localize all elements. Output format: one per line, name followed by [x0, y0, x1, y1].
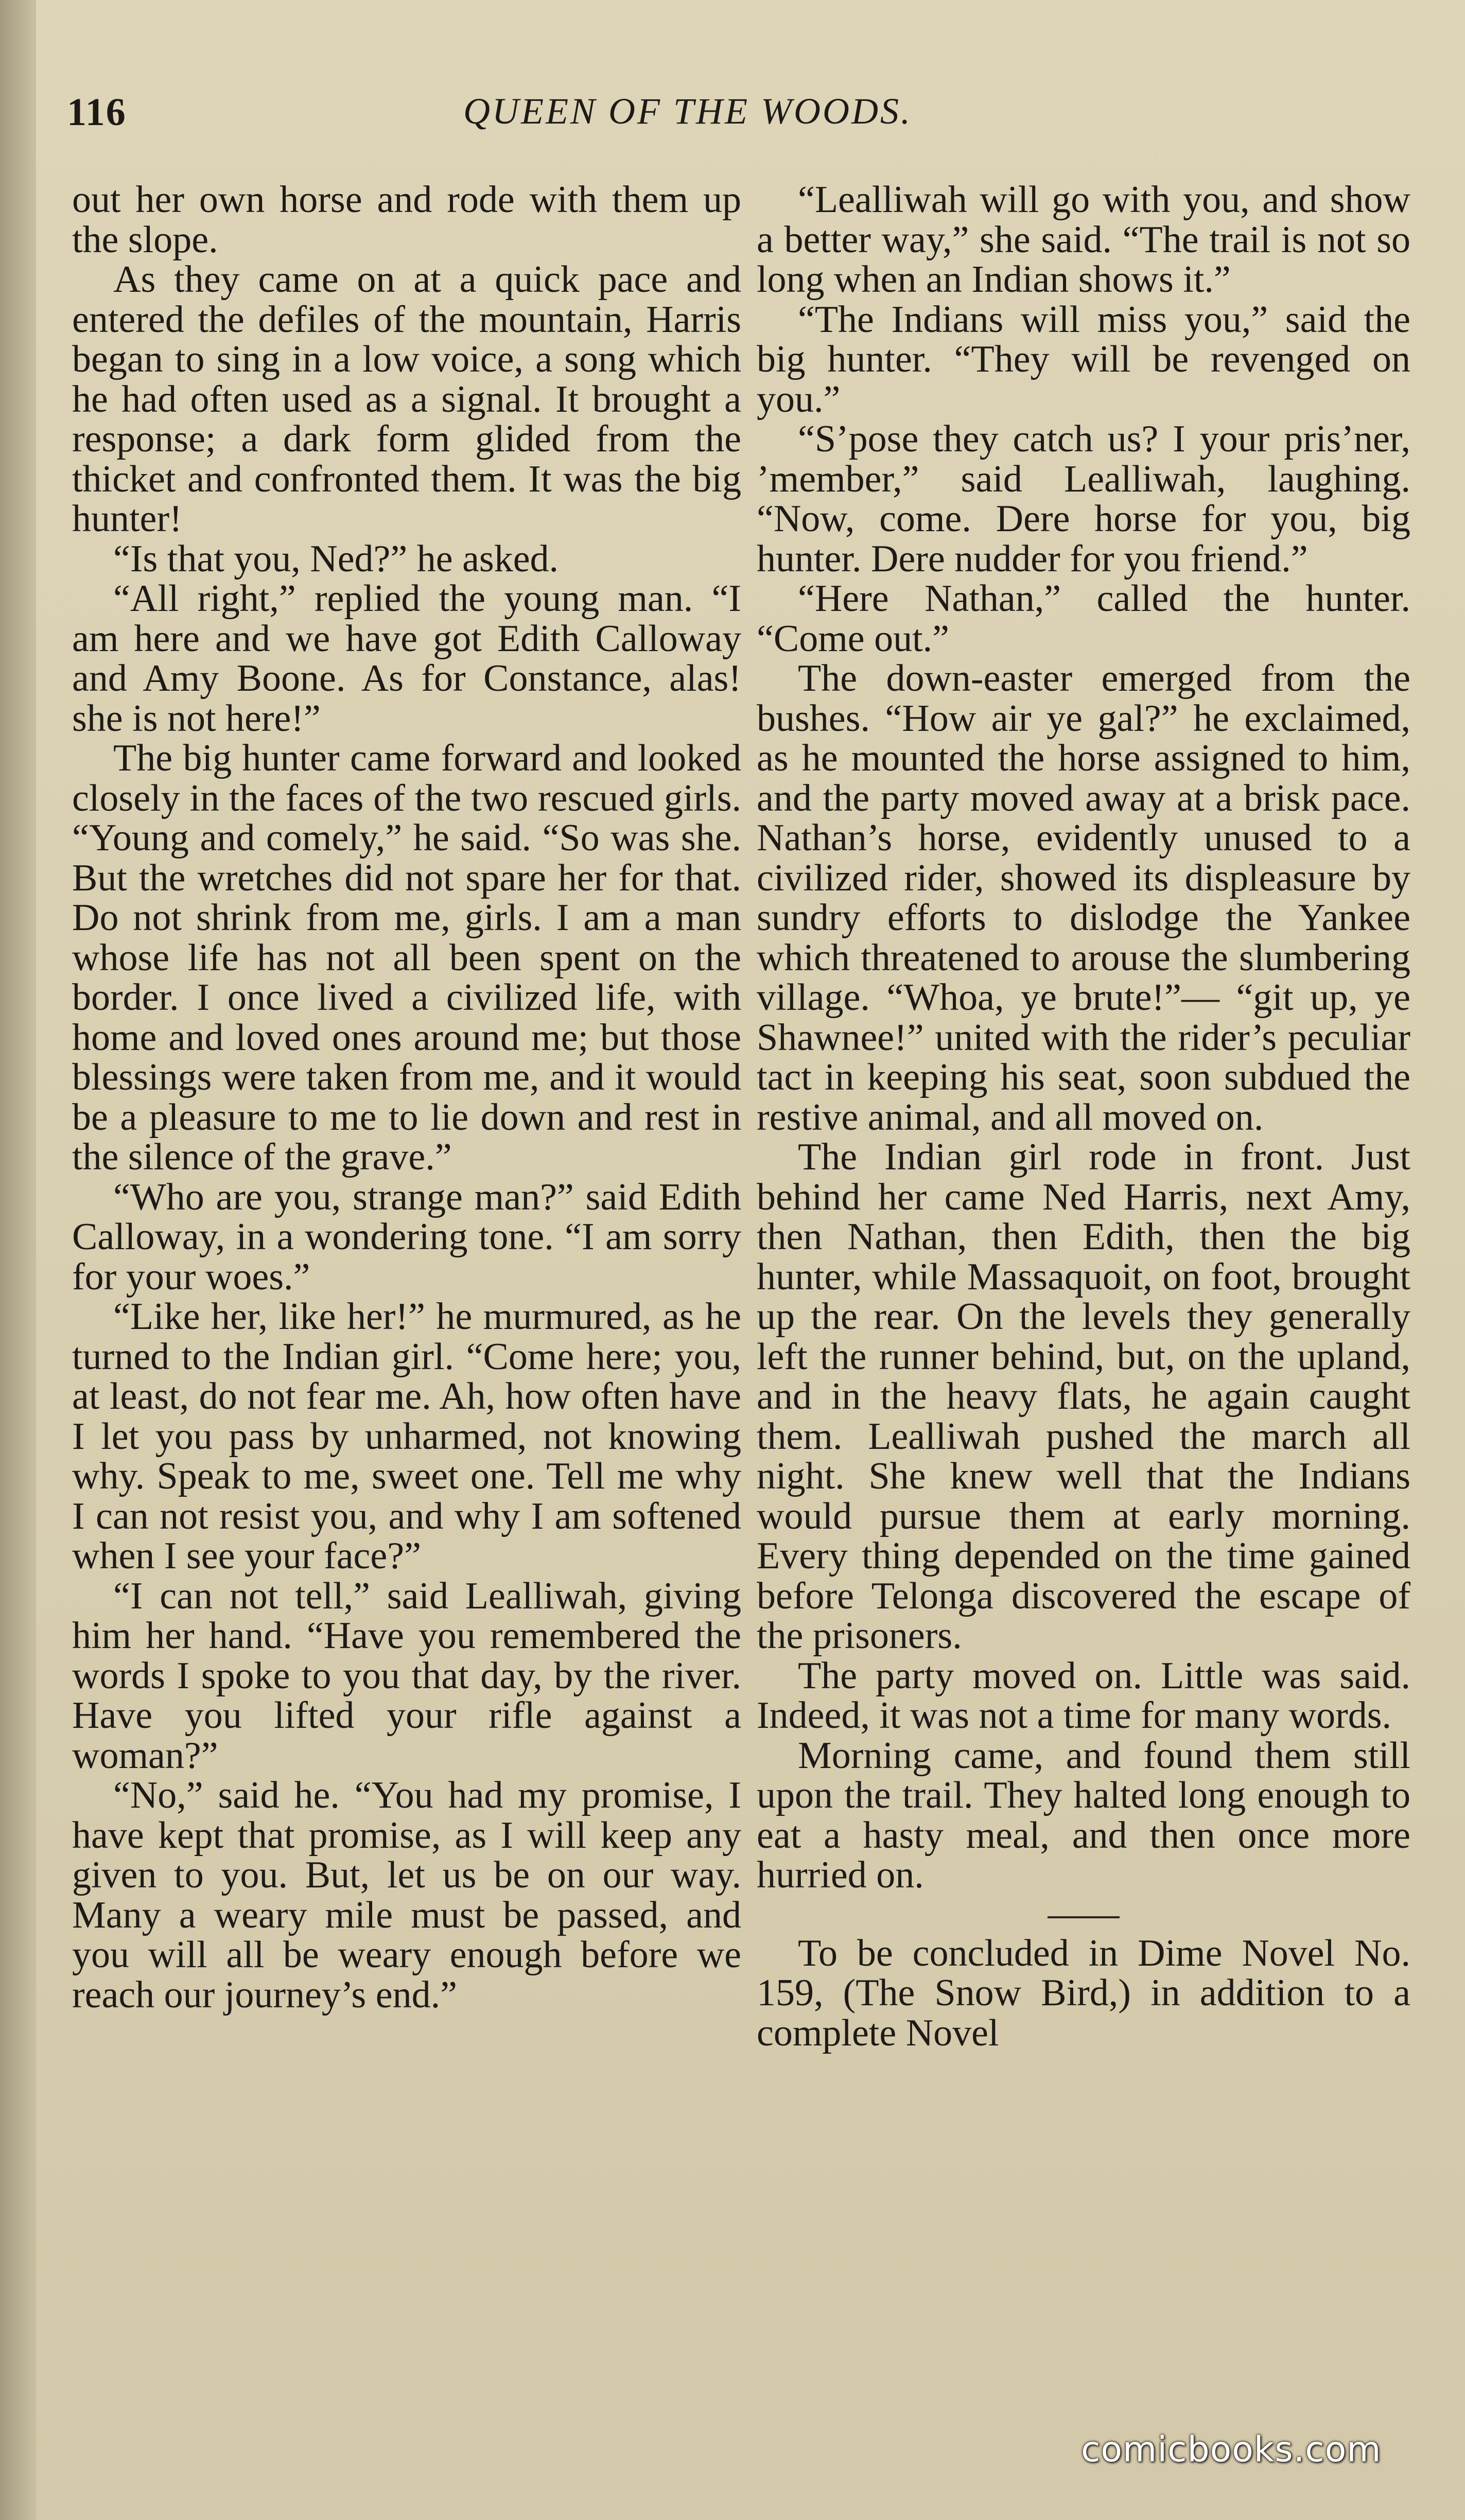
paragraph: “I can not tell,” said Lealliwah, giving him her hand. “Have you remembered the words I spoke to you that day, by the river. Have you lifted your rifle against a woman?” [72, 1574, 741, 1777]
section-divider [1048, 1916, 1120, 1918]
paragraph: “All right,” replied the young man. “I am here and we have got Edith Calloway and Amy Boone. As for Constance, alas! she is not here!” [72, 577, 741, 740]
paragraph: “Is that you, Ned?” he asked. [113, 537, 559, 580]
paragraph: The big hunter came forward and looked closely in the faces of the two rescued girls. “Young and comely,” he said. “So was she. But the wretches did not spare her for that. Do not shrink from me, girls. I am a man whose life has not all been spent on the border. I once lived a civilized life, with home and loved ones around me; but those blessings were taken from me, and it would be a pleasure to me to lie down and rest in the silence of the grave.” [72, 737, 741, 1178]
paragraph: As they came on at a quick pace and entered the defiles of the mountain, Harris began to sing in a low voice, a song which he had often used as a signal. It brought a response; a dark form glided from the thicket and confronted them. It was the big hunter! [72, 258, 741, 540]
page-header [0, 90, 1465, 152]
paragraph: The Indian girl rode in front. Just behind her came Ned Harris, next Amy, then Nathan, then Edith, then the big hunter, while Massaquoit, on foot, brought up the rear. On the levels they generally left the runner behind, but, on the upland, and in the heavy flats, he again caught them. Lealliwah pushed the march all night. She knew well that the Indians would pursue them at early morning. Every thing depended on the time gained before Telonga discovered the escape of the prisoners. [757, 1136, 1410, 1657]
running-title: QUEEN OF THE WOODS. [463, 91, 912, 132]
paragraph: Morning came, and found them still upon the trail. They halted long enough to eat a hasty meal, and then once more hurried on. [757, 1734, 1410, 1896]
paragraph: “No,” said he. “You had my promise, I have kept that promise, as I will keep any given to you. But, let us be on our way. Many a weary mile must be passed, and you will all be weary enough before we reach our journey’s end.” [72, 1774, 741, 2016]
footnote: To be concluded in Dime Novel No. 159, (The Snow Bird,) in addition to a complete Novel [757, 1932, 1410, 2054]
page-number: 116 [67, 91, 127, 134]
paragraph: “The Indians will miss you,” said the big hunter. “They will be revenged on you.” [757, 298, 1410, 421]
page-gutter-shadow [0, 0, 36, 2520]
paragraph: “Here Nathan,” called the hunter. “Come out.” [757, 577, 1410, 660]
paragraph: “S’pose they catch us? I your pris’ner, ’member,” said Lealliwah, laughing. “Now, come. Dere horse for you, big hunter. Dere nudder for you friend.” [757, 418, 1410, 580]
left-text-column [72, 180, 741, 2015]
paragraph: “Like her, like her!” he murmured, as he turned to the Indian girl. “Come here; you, at least, do not fear me. Ah, how often have I let you pass by unharmed, not knowing why. Speak to me, sweet one. Tell me why I can not resist you, and why I am softened when I see your face?” [72, 1296, 741, 1577]
paragraph: The party moved on. Little was said. Indeed, it was not a time for many words. [757, 1654, 1410, 1737]
paragraph: “Who are you, strange man?” said Edith Calloway, in a wondering tone. “I am sorry for your woes.” [72, 1176, 741, 1298]
paragraph: out her own horse and rode with them up the slope. [72, 179, 741, 261]
right-text-column [757, 180, 1410, 2053]
paragraph: “Lealliwah will go with you, and show a better way,” she said. “The trail is not so long when an Indian shows it.” [757, 179, 1410, 301]
paragraph: The down-easter emerged from the bushes. “How air ye gal?” he exclaimed, as he mounted the horse assigned to him, and the party moved away at a brisk pace. Nathan’s horse, evidently unused to a civilized rider, showed its displeasure by sundry efforts to dislodge the Yankee which threatened to arouse the slumbering village. “Whoa, ye brute!”— “git up, ye Shawnee!” united with the rider’s peculiar tact in keeping his seat, soon subdued the restive animal, and all moved on. [757, 657, 1410, 1139]
watermark: comicbooks.com [1081, 2429, 1382, 2470]
